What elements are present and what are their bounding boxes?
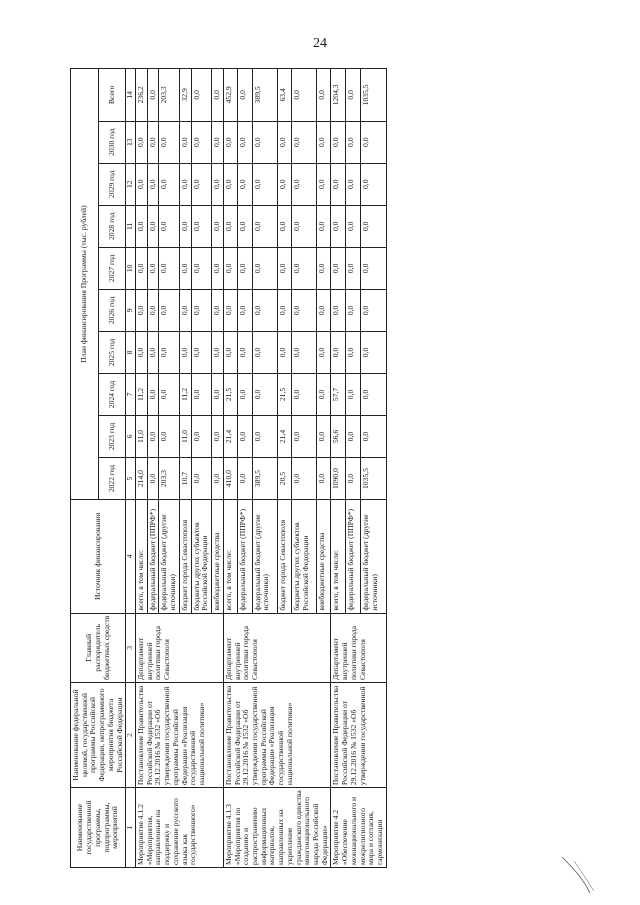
cell-value: 0,0 <box>316 205 330 247</box>
header-year: 2023 год <box>98 416 126 458</box>
column-index: 10 <box>126 247 136 289</box>
cell-value: 0,0 <box>346 331 361 373</box>
cell-value: 0,0 <box>223 289 237 331</box>
cell-value: 0,0 <box>277 247 291 289</box>
cell-value: 0,0 <box>238 121 252 163</box>
cell-value: 0,0 <box>346 458 361 500</box>
column-index: 14 <box>126 69 136 122</box>
cell-value: 0,0 <box>136 247 148 289</box>
cell-value: 410,0 <box>223 458 237 500</box>
cell-value: 0,0 <box>191 416 211 458</box>
cell-value: 0,0 <box>252 247 277 289</box>
cell-value: 0,0 <box>191 69 211 122</box>
cell-value: 0,0 <box>291 458 316 500</box>
cell-value: 236,2 <box>136 69 148 122</box>
cell-value: 0,0 <box>179 331 191 373</box>
cell-value: 0,0 <box>212 331 224 373</box>
cell-source: федеральный бюджет (ППРФ*) <box>238 500 252 614</box>
cell-value: 203,3 <box>159 458 179 500</box>
cell-value: 0,0 <box>147 289 159 331</box>
cell-value: 0,0 <box>223 121 237 163</box>
cell-program: Постановление Правительства Российской Федерации от 29.12.2016 № 1532 «Об утверждении государственной программы Российской Федерации «Реализация государственной национальной политики» <box>223 683 331 788</box>
cell-value: 0,0 <box>316 247 330 289</box>
cell-source: бюджет города Севастополя <box>179 500 191 614</box>
cell-value: 0,0 <box>331 121 346 163</box>
cell-value: 0,0 <box>136 289 148 331</box>
cell-value: 0,0 <box>252 121 277 163</box>
cell-source: бюджеты других субъектов Российской Федерации <box>191 500 211 614</box>
cell-value: 0,0 <box>191 331 211 373</box>
cell-manager: Департамент внутренней политики города Севастополя <box>331 613 386 682</box>
column-index: 9 <box>126 289 136 331</box>
cell-value: 0,0 <box>147 121 159 163</box>
cell-value: 0,0 <box>179 247 191 289</box>
cell-value: 11,0 <box>179 416 191 458</box>
cell-value: 0,0 <box>252 289 277 331</box>
cell-value: 0,0 <box>159 331 179 373</box>
cell-source: всего, в том числе: <box>136 500 148 614</box>
cell-source: федеральный бюджет (ППРФ*) <box>346 500 361 614</box>
cell-value: 0,0 <box>277 289 291 331</box>
cell-manager: Департамент внутренней политики города Севастополя <box>223 613 331 682</box>
cell-value: 0,0 <box>238 163 252 205</box>
cell-value: 0,0 <box>223 247 237 289</box>
cell-value: 0,0 <box>191 458 211 500</box>
header-year: 2030 год <box>98 121 126 163</box>
column-index: 13 <box>126 121 136 163</box>
cell-value: 0,0 <box>136 205 148 247</box>
cell-value: 0,0 <box>212 69 224 122</box>
cell-value: 0,0 <box>147 416 159 458</box>
cell-value: 0,0 <box>238 458 252 500</box>
cell-value: 0,0 <box>191 163 211 205</box>
cell-value: 0,0 <box>223 331 237 373</box>
cell-value: 11,2 <box>179 373 191 415</box>
cell-value: 0,0 <box>360 247 386 289</box>
cell-value: 21,5 <box>277 373 291 415</box>
cell-value: 0,0 <box>212 247 224 289</box>
cell-program: Постановление Правительства Российской Федерации от 29.12.2016 № 1532 «Об утверждении государственной <box>331 683 386 788</box>
cell-value: 0,0 <box>346 373 361 415</box>
cell-value: 0,0 <box>346 121 361 163</box>
cell-value: 0,0 <box>346 289 361 331</box>
cell-value: 0,0 <box>159 373 179 415</box>
cell-source: внебюджетные средства <box>212 500 224 614</box>
cell-value: 0,0 <box>316 458 330 500</box>
cell-value: 21,4 <box>223 416 237 458</box>
cell-value: 0,0 <box>331 331 346 373</box>
cell-value: 0,0 <box>212 416 224 458</box>
header-year: 2027 год <box>98 247 126 289</box>
cell-value: 0,0 <box>212 163 224 205</box>
cell-value: 0,0 <box>238 331 252 373</box>
cell-value: 0,0 <box>291 289 316 331</box>
cell-value: 0,0 <box>159 289 179 331</box>
cell-value: 0,0 <box>331 163 346 205</box>
pen-mark <box>560 855 600 895</box>
cell-value: 11,2 <box>136 373 148 415</box>
cell-value: 1035,5 <box>360 69 386 122</box>
table-body <box>136 69 387 868</box>
cell-value: 0,0 <box>316 121 330 163</box>
cell-value: 0,0 <box>147 205 159 247</box>
cell-value: 0,0 <box>238 69 252 122</box>
cell-value: 0,0 <box>179 289 191 331</box>
cell-value: 0,0 <box>147 373 159 415</box>
cell-value: 0,0 <box>212 121 224 163</box>
cell-value: 0,0 <box>212 205 224 247</box>
cell-value: 0,0 <box>147 69 159 122</box>
column-index: 4 <box>126 500 136 614</box>
cell-value: 0,0 <box>136 121 148 163</box>
cell-value: 0,0 <box>191 373 211 415</box>
cell-value: 0,0 <box>360 289 386 331</box>
column-index: 5 <box>126 458 136 500</box>
cell-value: 0,0 <box>277 163 291 205</box>
column-index: 3 <box>126 613 136 682</box>
cell-value: 389,5 <box>252 458 277 500</box>
table-row <box>331 69 346 868</box>
cell-value: 0,0 <box>212 373 224 415</box>
page-number: 24 <box>313 36 327 51</box>
cell-value: 0,0 <box>238 289 252 331</box>
header-manager: Главный распорядитель бюджетных средств <box>71 613 126 682</box>
cell-value: 0,0 <box>191 289 211 331</box>
header-year: 2022 год <box>98 458 126 500</box>
cell-value: 0,0 <box>291 416 316 458</box>
cell-value: 1035,5 <box>360 458 386 500</box>
cell-value: 0,0 <box>212 289 224 331</box>
financing-table <box>70 68 387 868</box>
cell-value: 0,0 <box>191 247 211 289</box>
cell-value: 0,0 <box>159 121 179 163</box>
cell-value: 0,0 <box>191 121 211 163</box>
table-row <box>223 69 237 868</box>
cell-value: 0,0 <box>136 163 148 205</box>
cell-value: 0,0 <box>136 331 148 373</box>
cell-value: 21,4 <box>277 416 291 458</box>
cell-value: 0,0 <box>191 205 211 247</box>
cell-value: 0,0 <box>360 205 386 247</box>
cell-value: 0,0 <box>291 331 316 373</box>
cell-measure: Мероприятие 4.1.3 «Мероприятия по созданию и распространению информационных материалов, направленных на укрепление гражданского единства многонационального народа Российской Федерации» <box>223 788 331 868</box>
cell-value: 0,0 <box>360 331 386 373</box>
cell-value: 11,0 <box>136 416 148 458</box>
cell-value: 63,4 <box>277 69 291 122</box>
column-index: 8 <box>126 331 136 373</box>
cell-source: всего, в том числе: <box>223 500 237 614</box>
cell-value: 0,0 <box>291 247 316 289</box>
header-year: 2028 год <box>98 205 126 247</box>
cell-value: 21,5 <box>223 373 237 415</box>
header-measure: Наименование государственной программы, подпрограммы, мероприятий <box>71 788 126 868</box>
header-source: Источник финансирования <box>71 500 126 614</box>
cell-value: 0,0 <box>159 163 179 205</box>
cell-value: 389,5 <box>252 69 277 122</box>
cell-value: 32,9 <box>179 69 191 122</box>
column-index: 2 <box>126 683 136 788</box>
cell-value: 0,0 <box>277 331 291 373</box>
cell-value: 0,0 <box>316 373 330 415</box>
cell-value: 214,0 <box>136 458 148 500</box>
cell-value: 0,0 <box>238 373 252 415</box>
cell-value: 0,0 <box>159 205 179 247</box>
cell-value: 0,0 <box>147 247 159 289</box>
cell-program: Постановление Правительства Российской Федерации от 29.12.2016 № 1532 «Об утверждении государственной программы Российской Федерации «Реализация государственной национальной политики» <box>136 683 224 788</box>
cell-value: 20,5 <box>277 458 291 500</box>
cell-value: 0,0 <box>346 69 361 122</box>
cell-value: 0,0 <box>316 163 330 205</box>
cell-value: 0,0 <box>147 163 159 205</box>
cell-value: 56,6 <box>331 416 346 458</box>
cell-value: 0,0 <box>291 163 316 205</box>
cell-value: 0,0 <box>346 247 361 289</box>
table-row <box>136 69 148 868</box>
cell-value: 0,0 <box>291 121 316 163</box>
cell-source: бюджет города Севастополя <box>277 500 291 614</box>
cell-value: 0,0 <box>238 416 252 458</box>
cell-value: 0,0 <box>291 373 316 415</box>
cell-value: 57,7 <box>331 373 346 415</box>
cell-source: федеральный бюджет (другие источники) <box>252 500 277 614</box>
column-index: 11 <box>126 205 136 247</box>
cell-value: 0,0 <box>147 458 159 500</box>
cell-value: 0,0 <box>291 205 316 247</box>
cell-value: 0,0 <box>331 247 346 289</box>
header-year: 2024 год <box>98 373 126 415</box>
cell-value: 0,0 <box>277 121 291 163</box>
cell-source: внебюджетные средства <box>316 500 330 614</box>
cell-value: 0,0 <box>277 205 291 247</box>
rotated-table-container <box>70 68 580 868</box>
index-row <box>126 69 136 868</box>
cell-value: 0,0 <box>159 416 179 458</box>
cell-value: 0,0 <box>291 69 316 122</box>
column-index: 12 <box>126 163 136 205</box>
cell-value: 0,0 <box>212 458 224 500</box>
cell-value: 0,0 <box>179 205 191 247</box>
cell-value: 0,0 <box>316 416 330 458</box>
cell-source: федеральный бюджет (другие источники) <box>159 500 179 614</box>
cell-value: 0,0 <box>360 163 386 205</box>
cell-value: 203,3 <box>159 69 179 122</box>
cell-value: 0,0 <box>252 416 277 458</box>
cell-value: 452,9 <box>223 69 237 122</box>
cell-value: 0,0 <box>223 163 237 205</box>
cell-value: 0,0 <box>179 121 191 163</box>
cell-value: 0,0 <box>346 163 361 205</box>
cell-value: 0,0 <box>159 247 179 289</box>
cell-source: бюджеты других субъектов Российской Федерации <box>291 500 316 614</box>
cell-value: 0,0 <box>360 416 386 458</box>
cell-measure: Мероприятие 4.1.2 «Мероприятия, направленные на поддержку и сохранение русского языка как государственного» <box>136 788 224 868</box>
cell-value: 0,0 <box>360 121 386 163</box>
cell-source: всего, в том числе: <box>331 500 346 614</box>
header-program: Наименование федеральной целевой, государственной программы Российской Федерации, непрограммного мероприятия бюджета Российской Федерации <box>71 683 126 788</box>
header-year: 2026 год <box>98 289 126 331</box>
cell-value: 0,0 <box>346 205 361 247</box>
cell-source: федеральный бюджет (ППРФ*) <box>147 500 159 614</box>
header-year: 2029 год <box>98 163 126 205</box>
cell-value: 1204,3 <box>331 69 346 122</box>
header-plan: План финансирования Программы (тыс. рублей) <box>71 69 99 500</box>
column-index: 7 <box>126 373 136 415</box>
cell-value: 0,0 <box>252 331 277 373</box>
cell-value: 10,7 <box>179 458 191 500</box>
header-row-1 <box>71 69 99 868</box>
cell-value: 0,0 <box>223 205 237 247</box>
cell-value: 0,0 <box>331 205 346 247</box>
cell-value: 0,0 <box>360 373 386 415</box>
header-year: Всего <box>98 69 126 122</box>
header-year: 2025 год <box>98 331 126 373</box>
column-index: 1 <box>126 788 136 868</box>
cell-measure: Мероприятие 4.2 «Обеспечение межнационального и межрелигиозного мира и согласия, гармонизации <box>331 788 386 868</box>
cell-source: федеральный бюджет (другие источники) <box>360 500 386 614</box>
column-index: 6 <box>126 416 136 458</box>
cell-manager: Департамент внутренней политики города Севастополя <box>136 613 224 682</box>
cell-value: 0,0 <box>147 331 159 373</box>
cell-value: 0,0 <box>179 163 191 205</box>
cell-value: 1090,0 <box>331 458 346 500</box>
cell-value: 0,0 <box>316 289 330 331</box>
cell-value: 0,0 <box>316 331 330 373</box>
cell-value: 0,0 <box>316 69 330 122</box>
cell-value: 0,0 <box>331 289 346 331</box>
cell-value: 0,0 <box>252 205 277 247</box>
cell-value: 0,0 <box>238 205 252 247</box>
cell-value: 0,0 <box>238 247 252 289</box>
cell-value: 0,0 <box>252 373 277 415</box>
cell-value: 0,0 <box>252 163 277 205</box>
cell-value: 0,0 <box>346 416 361 458</box>
